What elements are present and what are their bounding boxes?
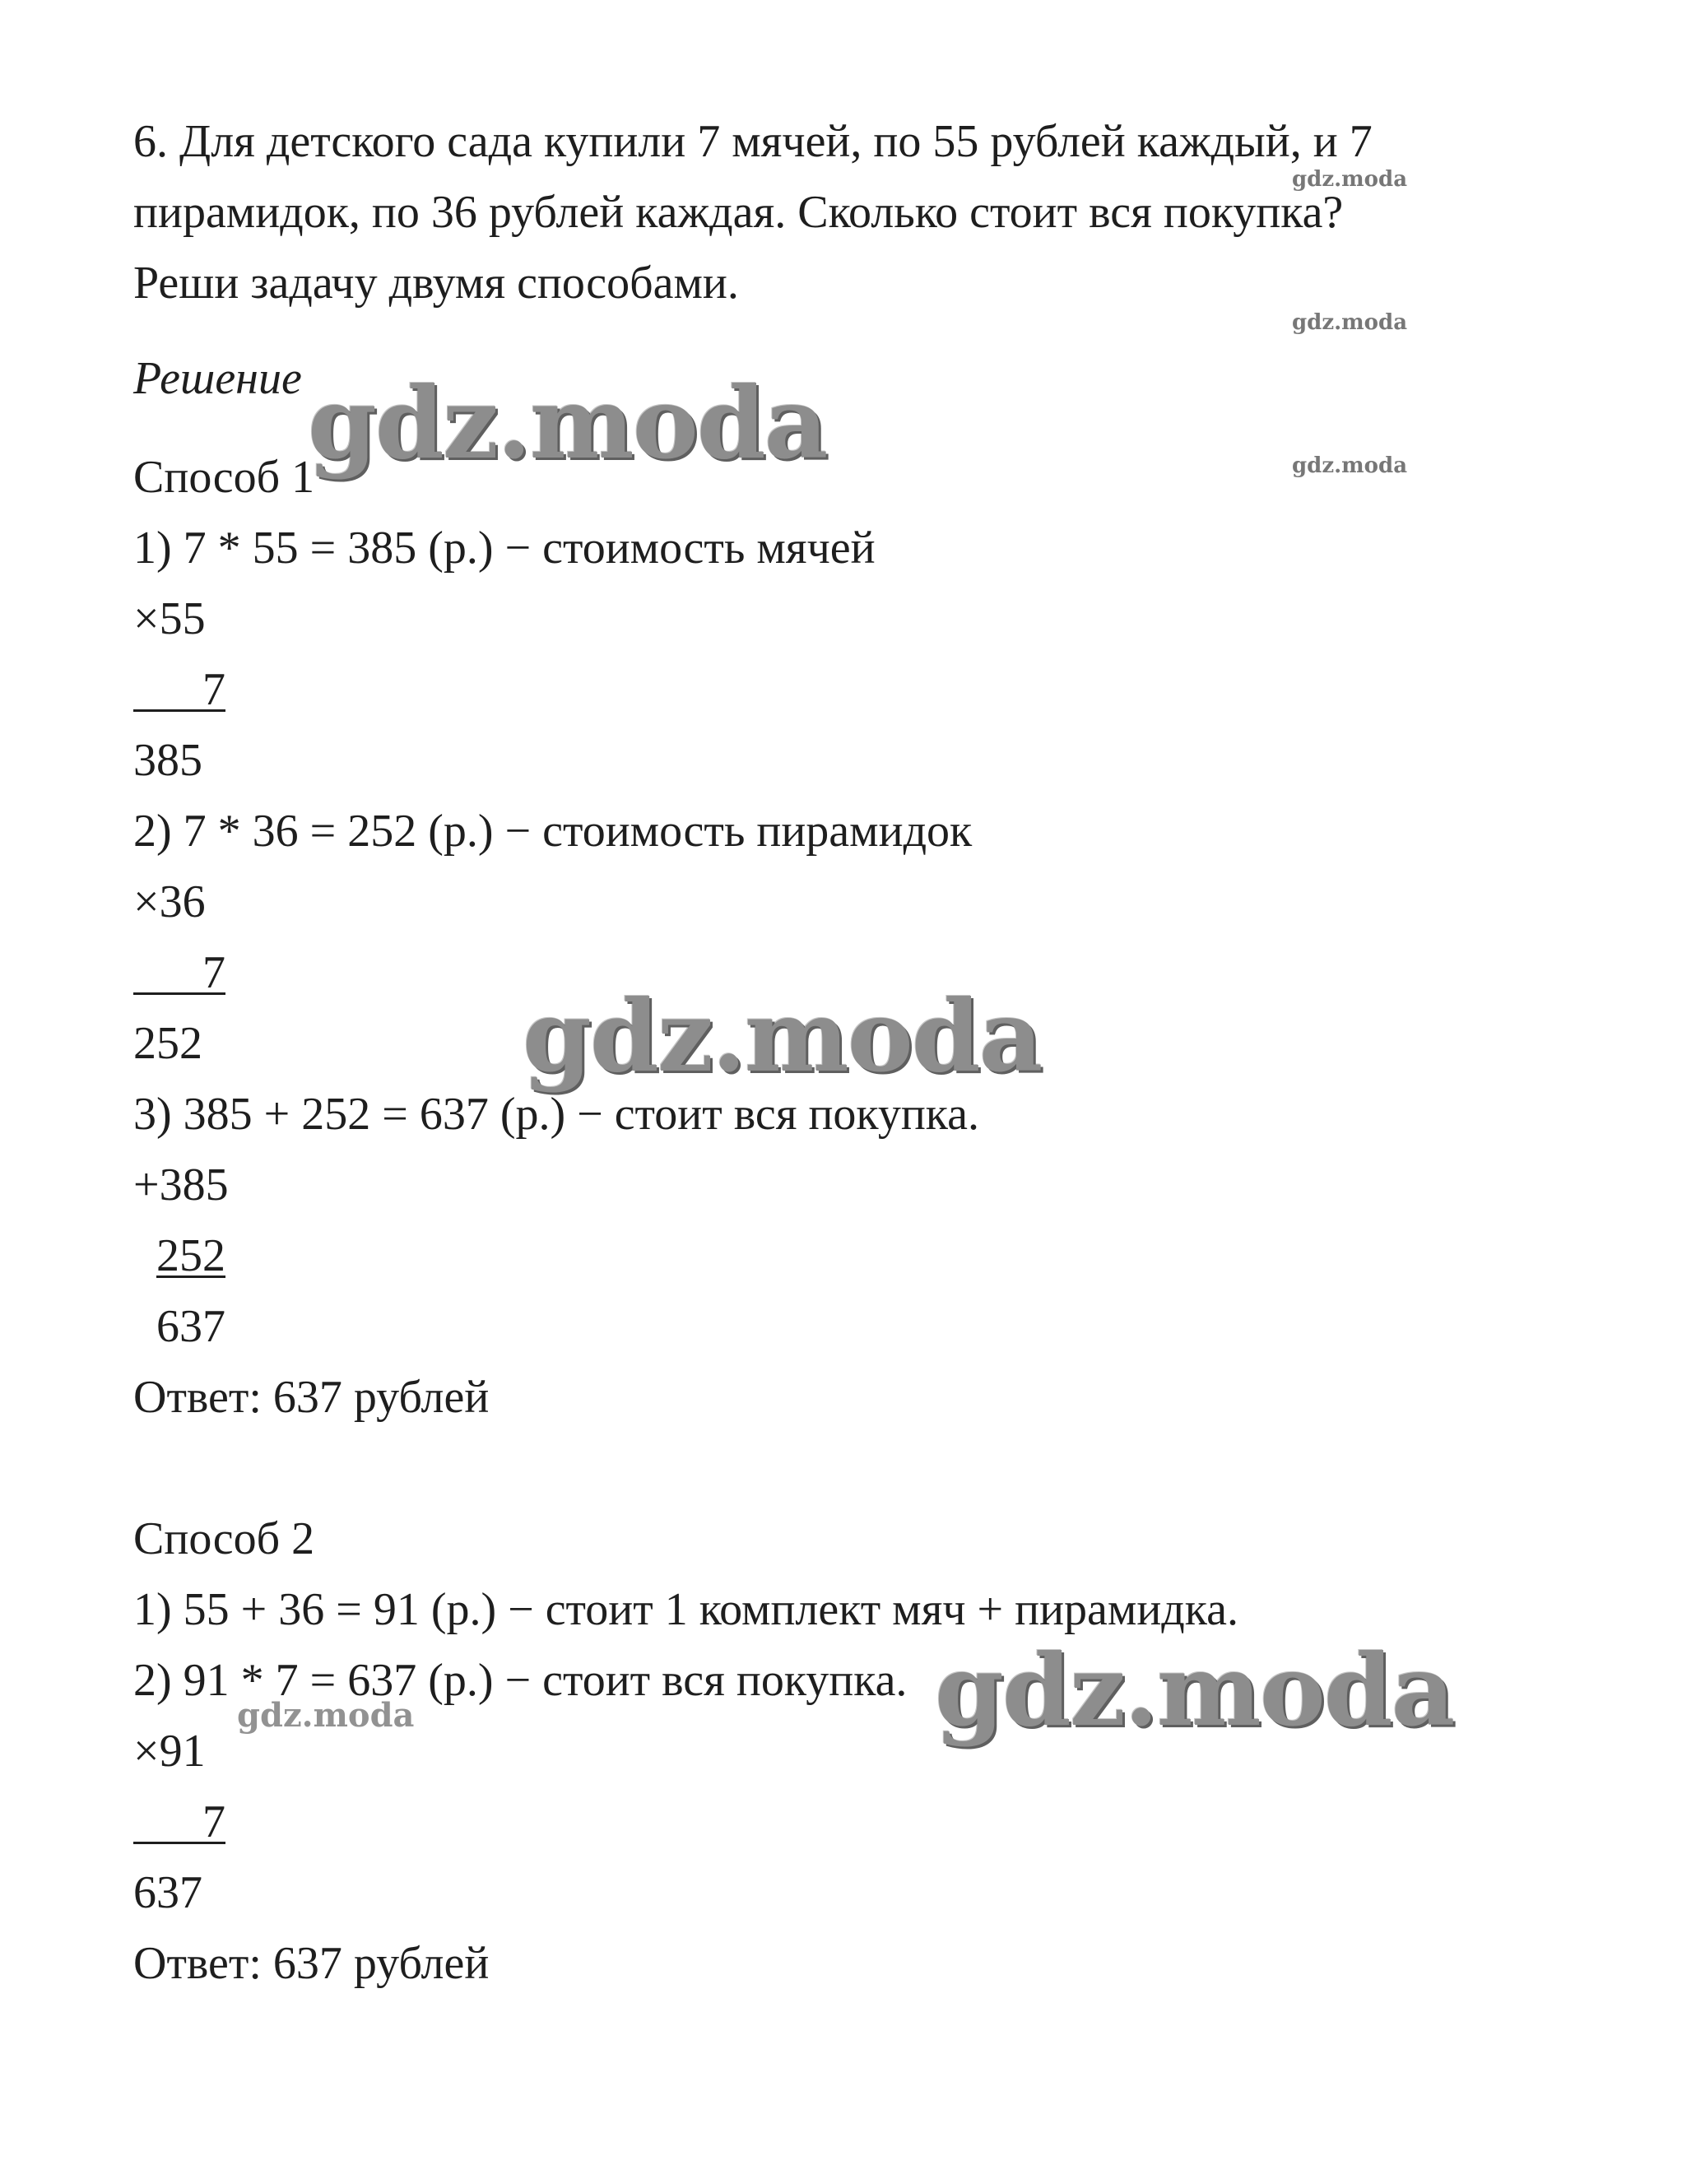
method1-calc1-second-value: 7	[202, 664, 225, 715]
method1-calc2-op: ×36	[133, 876, 206, 927]
method1-calc3-result: 637	[156, 1301, 225, 1352]
method1-step1: 1) 7 * 55 = 385 (р.) − стоимость мячей	[133, 523, 876, 574]
method1-title: Способ 1	[133, 452, 315, 503]
watermark-large: gdz.moda	[308, 365, 827, 481]
method1-calc2-result: 252	[133, 1018, 202, 1069]
task-line-1: 6. Для детского сада купили 7 мячей, по 55 рублей каждый, и 7	[133, 116, 1373, 167]
method2-answer: Ответ: 637 рублей	[133, 1938, 490, 1989]
method1-answer: Ответ: 637 рублей	[133, 1372, 490, 1423]
watermark-large: gdz.moda	[523, 978, 1042, 1094]
method1-step3: 3) 385 + 252 = 637 (р.) − стоит вся покупка.	[133, 1089, 980, 1140]
method1-calc3-second-value: 252	[156, 1230, 225, 1281]
method1-calc2-second-value: 7	[202, 947, 225, 998]
watermark-small: gdz.moda	[1292, 310, 1408, 335]
watermark-small: gdz.moda	[1292, 167, 1408, 192]
method1-calc1-second	[133, 663, 225, 716]
method2-step1: 1) 55 + 36 = 91 (р.) − стоит 1 комплект мяч + пирамидка.	[133, 1584, 1239, 1635]
method1-calc3-second	[156, 1229, 225, 1282]
watermark-medium: gdz.moda	[237, 1696, 415, 1735]
method2-calc-second	[133, 1796, 225, 1848]
method2-calc-op: ×91	[133, 1726, 206, 1777]
method1-step2: 2) 7 * 36 = 252 (р.) − стоимость пирамидок	[133, 806, 973, 857]
method2-calc-second-value: 7	[202, 1796, 225, 1847]
watermark-large: gdz.moda	[935, 1633, 1454, 1749]
method1-calc1-result: 385	[133, 735, 202, 786]
watermark-small: gdz.moda	[1292, 453, 1408, 478]
method1-calc1-op: ×55	[133, 593, 206, 644]
method2-calc-result: 637	[133, 1867, 202, 1918]
method2-title: Способ 2	[133, 1513, 315, 1564]
task-line-2: пирамидок, по 36 рублей каждая. Сколько стоит вся покупка?	[133, 187, 1344, 238]
method1-calc3-op: +385	[133, 1159, 229, 1210]
solution-heading: Решение	[133, 353, 302, 404]
method1-calc2-second	[133, 946, 225, 999]
method2-step2: 2) 91 * 7 = 637 (р.) − стоит вся покупка.	[133, 1655, 908, 1706]
task-line-3: Реши задачу двумя способами.	[133, 258, 739, 309]
